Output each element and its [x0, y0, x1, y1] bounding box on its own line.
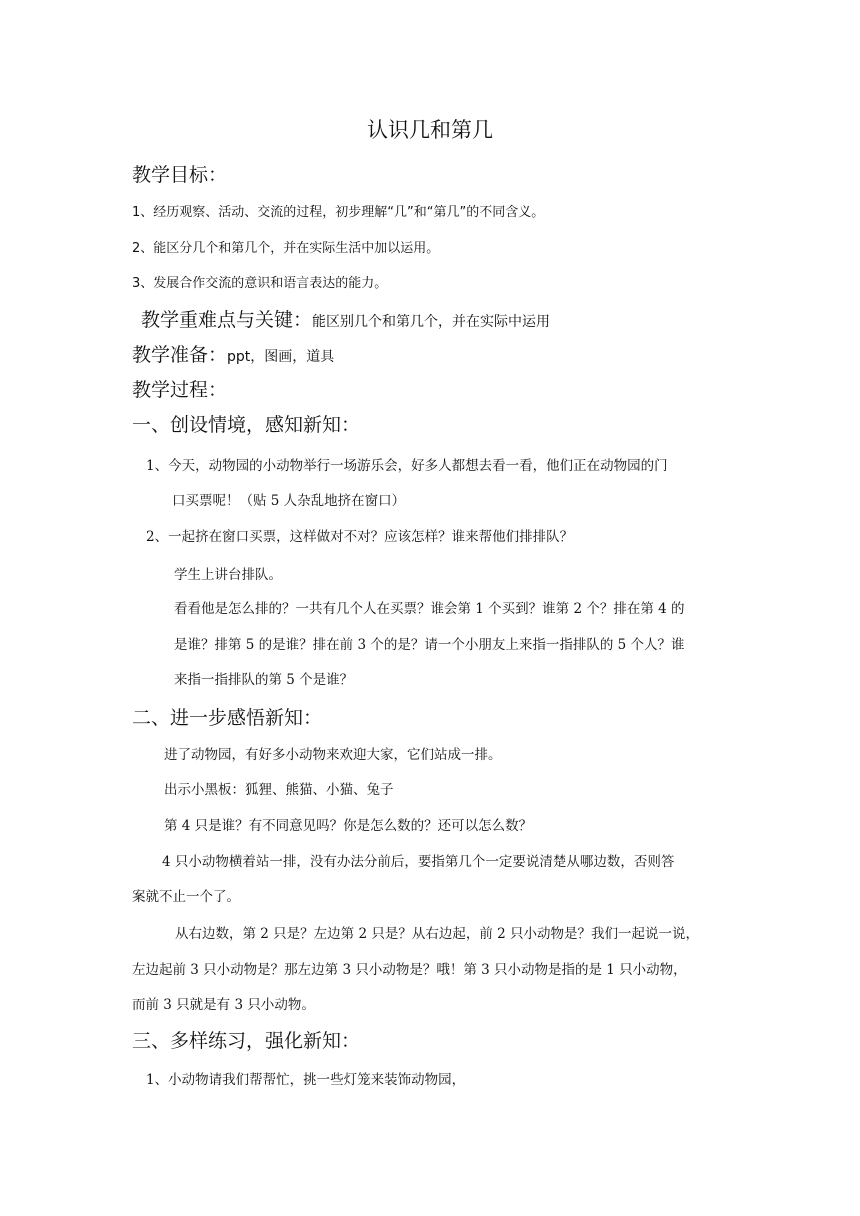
- section1-item1-line1: 1、今天，动物园的小动物举行一场游乐会，好多人都想去看一看，他们正在动物园的门: [146, 458, 668, 474]
- key-points-text: 能区别几个和第几个，并在实际中运用: [312, 314, 551, 330]
- section2-paragraph: 4 只小动物横着站一排，没有办法分前后，要指第几个一定要说清楚从哪边数，否则答: [162, 854, 675, 870]
- section1-paragraph: 学生上讲台排队。: [174, 567, 282, 583]
- section2-paragraph: 案就不止一个了。: [132, 889, 240, 905]
- section1-item1-line2: 口买票呢！（贴 5 人杂乱地挤在窗口）: [172, 493, 406, 509]
- objective-item: 1、经历观察、活动、交流的过程，初步理解“几”和“第几”的不同含义。: [132, 205, 545, 220]
- section2-paragraph: 第 4 只是谁？有不同意见吗？你是怎么数的？还可以怎么数？: [164, 818, 533, 834]
- section1-paragraph: 看看他是怎么排的？一共有几个人在买票？谁会第 1 个买到？谁第 2 个？排在第 4 的: [174, 601, 685, 617]
- objectives-heading: 教学目标：: [132, 164, 228, 186]
- objective-item: 3、发展合作交流的意识和语言表达的能力。: [132, 276, 388, 291]
- section2-paragraph: 出示小黑板：狐狸、熊猫、小猫、兔子: [164, 782, 394, 798]
- section1-item2: 2、一起挤在窗口买票，这样做对不对？应该怎样？谁来帮他们排排队？: [146, 529, 574, 545]
- page-title: 认识几和第几: [367, 118, 493, 142]
- section2-paragraph: 而前 3 只就是有 3 只小动物。: [132, 997, 315, 1013]
- objective-item: 2、能区分几个和第几个，并在实际生活中加以运用。: [132, 241, 440, 256]
- key-points-heading: 教学重难点与关键：: [141, 309, 313, 331]
- key-points-line: [141, 305, 550, 332]
- section1-paragraph: 来指一指排队的第 5 个是谁？: [174, 672, 354, 688]
- preparation-heading: 教学准备：: [132, 344, 228, 366]
- preparation-line: [132, 340, 334, 367]
- section2-heading: 二、进一步感悟新知：: [132, 707, 323, 729]
- section2-paragraph: 左边起前 3 只小动物是？那左边第 3 只小动物是？哦！第 3 只小动物是指的是 1 只小动物，: [132, 962, 687, 978]
- process-heading: 教学过程：: [132, 379, 228, 401]
- section1-paragraph: 是谁？排第 5 的是谁？排在前 3 个的是？请一个小朋友上来指一指排队的 5 个人？谁: [174, 637, 685, 653]
- section2-paragraph: 进了动物园，有好多小动物来欢迎大家，它们站成一排。: [164, 747, 502, 763]
- section2-paragraph: 从右边数，第 2 只是？左边第 2 只是？从右边起，前 2 只小动物是？我们一起说一说，: [175, 926, 700, 942]
- section1-heading: 一、创设情境，感知新知：: [132, 414, 361, 436]
- section3-item1: 1、小动物请我们帮帮忙，挑一些灯笼来装饰动物园，: [146, 1072, 466, 1088]
- preparation-text: ppt，图画，道具: [227, 349, 335, 365]
- section3-heading: 三、多样练习，强化新知：: [132, 1030, 361, 1052]
